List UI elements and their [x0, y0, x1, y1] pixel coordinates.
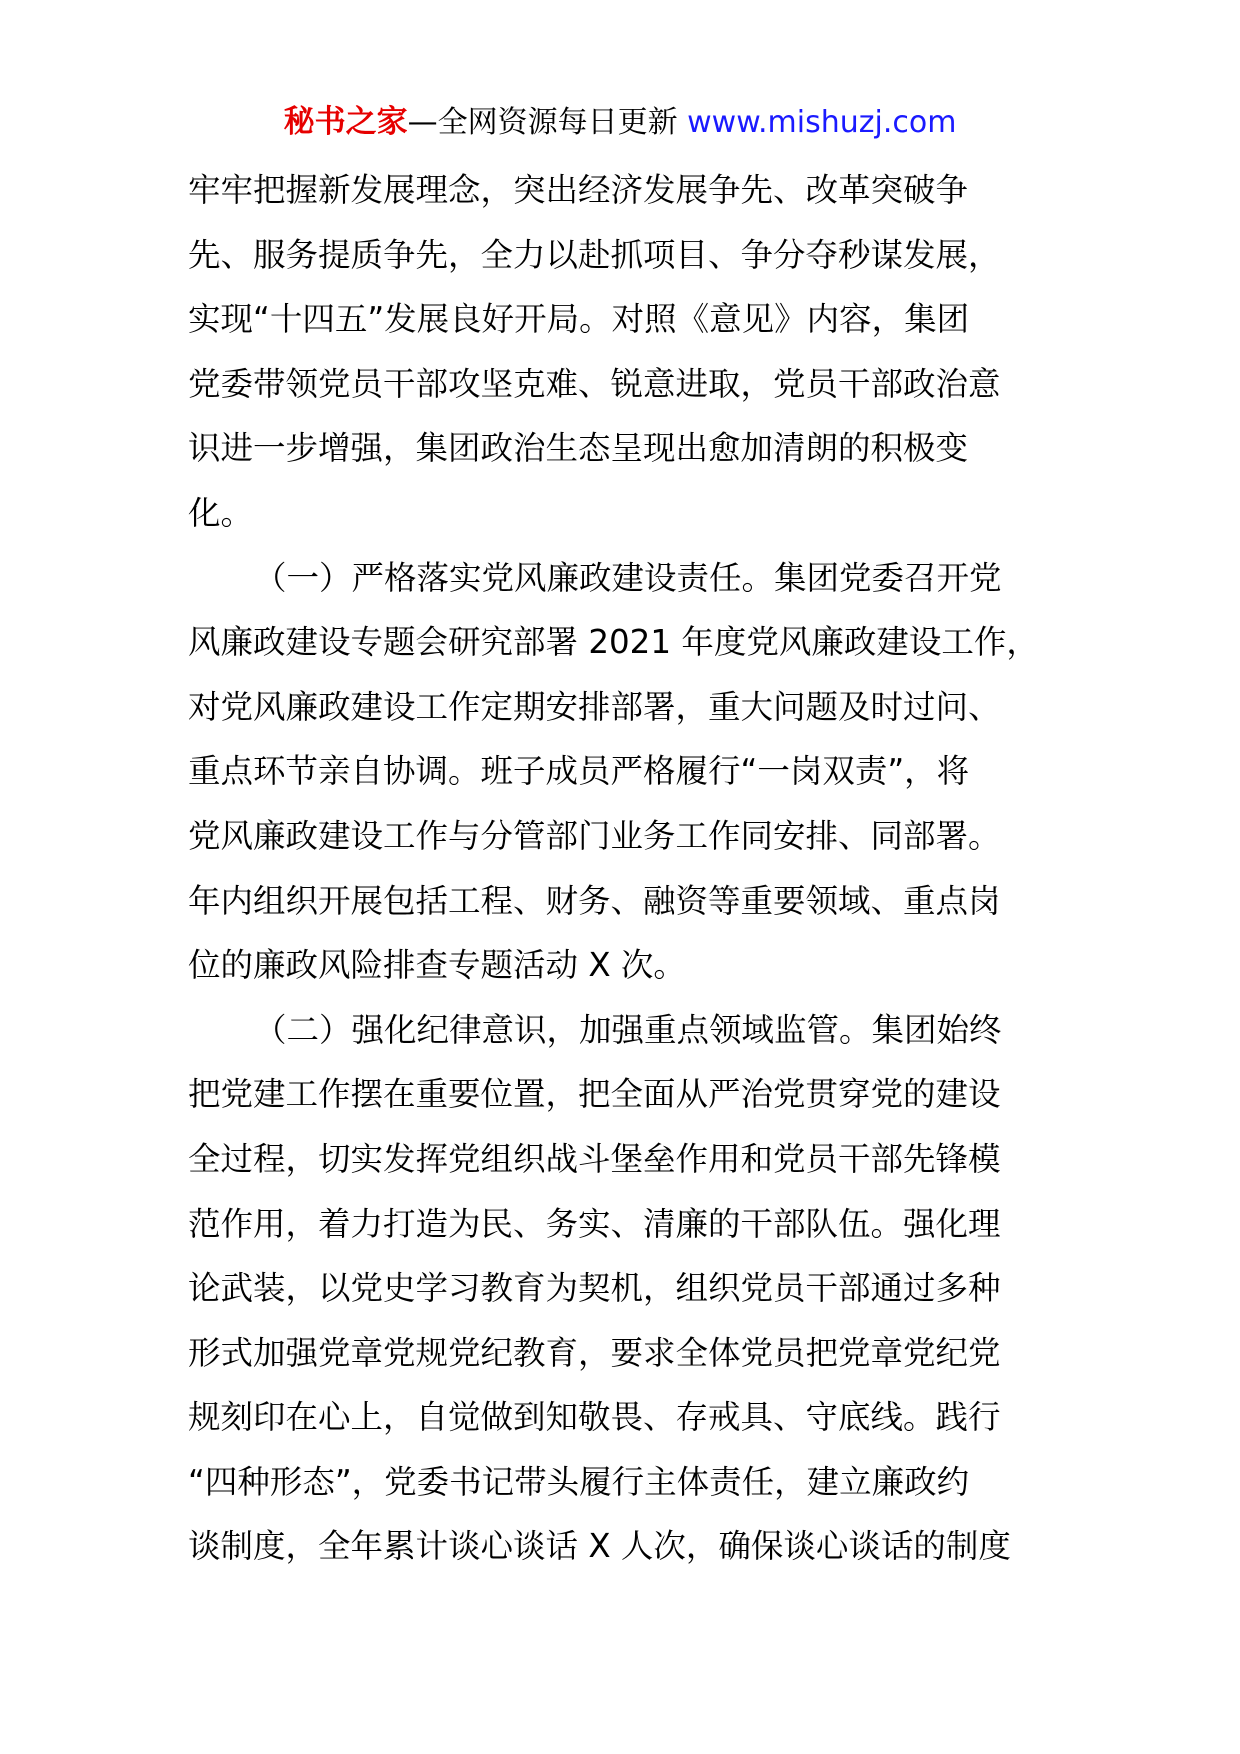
body-line: 把党建工作摆在重要位置，把全面从严治党贯穿党的建设	[188, 1075, 1001, 1114]
body-line: 全过程，切实发挥党组织战斗堡垒作用和党员干部先锋模	[188, 1139, 1001, 1178]
body-line: 先、服务提质争先，全力以赴抓项目、争分夺秒谋发展，	[188, 235, 1001, 274]
body-line: 风廉政建设专题会研究部署 2021 年度党风廉政建设工作，	[188, 623, 1039, 662]
body-line: 党委带领党员干部攻坚克难、锐意进取，党员干部政治意	[188, 364, 1001, 403]
body-line: “四种形态”，党委书记带头履行主体责任，建立廉政约	[188, 1462, 970, 1501]
header-tagline: —全网资源每日更新	[407, 105, 678, 140]
body-line: 谈制度，全年累计谈心谈话 X 人次，确保谈心谈话的制度	[188, 1527, 1011, 1566]
body-line: 论武装，以党史学习教育为契机，组织党员干部通过多种	[188, 1269, 1001, 1308]
paragraph-start-line: （一）严格落实党风廉政建设责任。集团党委召开党	[254, 558, 1002, 597]
body-line: 规刻印在心上，自觉做到知敬畏、存戒具、守底线。践行	[188, 1398, 1001, 1437]
body-line: 党风廉政建设工作与分管部门业务工作同安排、同部署。	[188, 816, 1001, 855]
body-line: 位的廉政风险排查专题活动 X 次。	[188, 946, 686, 985]
body-line: 范作用，着力打造为民、务实、清廉的干部队伍。强化理	[188, 1204, 1001, 1243]
page-header	[0, 102, 1240, 143]
site-url-link[interactable]: www.mishuzj.com	[687, 105, 957, 140]
body-line: 化。	[188, 493, 254, 532]
document-body	[188, 158, 1054, 1579]
body-line: 牢牢把握新发展理念，突出经济发展争先、改革突破争	[188, 171, 969, 209]
body-line: 对党风廉政建设工作定期安排部署，重大问题及时过问、	[188, 687, 1001, 726]
body-line: 形式加强党章党规党纪教育，要求全体党员把党章党纪党	[188, 1333, 1001, 1372]
body-line: 识进一步增强，集团政治生态呈现出愈加清朗的积极变	[188, 429, 969, 468]
body-line: 年内组织开展包括工程、财务、融资等重要领域、重点岗	[188, 881, 1001, 920]
paragraph-start-line: （二）强化纪律意识，加强重点领域监管。集团始终	[254, 1010, 1002, 1049]
body-line: 重点环节亲自协调。班子成员严格履行“一岗双责”，将	[188, 752, 970, 791]
body-line: 实现“十四五”发展良好开局。对照《意见》内容，集团	[188, 300, 970, 339]
brand-name: 秘书之家	[283, 104, 408, 140]
